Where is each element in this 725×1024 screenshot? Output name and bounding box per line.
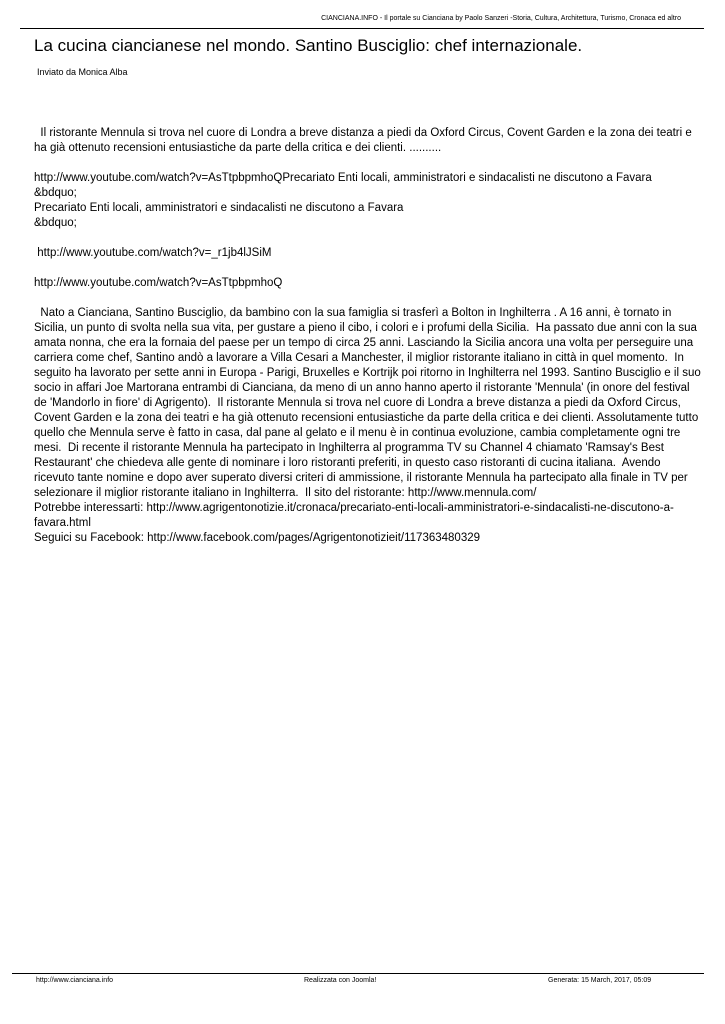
footer-site-link[interactable]: http://www.cianciana.info	[36, 977, 114, 984]
article-byline: Inviato da Monica Alba	[37, 67, 128, 77]
article-content	[34, 126, 702, 546]
facebook-link[interactable]: Seguici su Facebook: http://www.facebook.com/pages/Agrigentonotizieit/117363480329	[34, 532, 481, 544]
paragraph-gap	[34, 261, 702, 276]
site-header-text: CIANCIANA.INFO - Il portale su Cianciana by Paolo Sanzeri -Storia, Cultura, Architettura, Turismo, Cronaca ed altro	[321, 15, 681, 22]
paragraph-gap	[34, 231, 702, 246]
related-article-link[interactable]: Potrebbe interessarti: http://www.agrigentonotizie.it/cronaca/precariato-enti-locali-amministratori-e-sindacalisti-ne-discutono-a-favara.html	[34, 502, 674, 529]
article-title: La cucina ciancianese nel mondo. Santino Busciglio: chef internazionale.	[34, 36, 583, 55]
link-youtube-3[interactable]: http://www.youtube.com/watch?v=AsTtpbpmhoQ	[34, 277, 283, 289]
link-block-youtube-1[interactable]: http://www.youtube.com/watch?v=AsTtpbpmhoQPrecariato Enti locali, amministratori e sindacalisti ne discutono a Favara &bdquo; Precariato Enti locali, amministratori e sindacalisti ne discutono a Favara &bdquo;	[34, 172, 652, 229]
footer-generated-date: Generata: 15 March, 2017, 05:09	[548, 977, 652, 984]
footer-credit: Realizzata con Joomla!	[304, 977, 377, 984]
header-divider	[20, 28, 704, 29]
paragraph-gap	[34, 156, 702, 171]
paragraph-gap	[34, 291, 702, 306]
article-body: Nato a Cianciana, Santino Busciglio, da bambino con la sua famiglia si trasferì a Bolton in Inghilterra . A 16 anni, è tornato in Sicilia, un punto di svolta nella sua vita, per gustare a pieno il cibo, i colori e i profumi della Sicilia. Ha passato due anni con la sua amata nonna, che era la fornaia del paese per un tempo di circa 25 anni. Lasciando la Sicilia ancora una volta per perseguire una carriera come chef, Santino andò a lavorare a Villa Cesari a Manchester, il miglior ristorante italiano in città in quel momento. In seguito ha lavorato per sette anni in Europa - Parigi, Bruxelles e Kortrijk poi ritorno in Inghilterra nel 1993. Santino Busciglio e il suo socio in affari Joe Martorana entrambi di Cianciana, da meno di un anno hanno aperto il ristorante 'Mennula' (in onore del festival de 'Mandorlo in fiore' di Agrigento). Il ristorante Mennula si trova nel cuore di Londra a breve distanza a piedi da Oxford Circus, Covent Garden e la zona dei teatri e ha già ottenuto recensioni entusiastiche da parte della critica e dei clienti. Assolutamente tutto quello che Mennula serve è fatto in casa, dal pane al gelato e il menu è in continua evoluzione, cambia completamente ogni tre mesi. Di recente il ristorante Mennula ha partecipato in Inghilterra al programma TV su Channel 4 chiamato 'Ramsay's Best Restaurant' che chiedeva alle gente di nominare i loro ristoranti preferiti, in questo caso ristoranti di cucina italiana. Avendo ricevuto tante nomine e dopo aver superato diversi criteri di ammissione, il ristorante Mennula ha partecipato alla finale in TV per selezionare il miglior ristorante italiano in Inghilterra. Il sito del ristorante: http://www.mennula.com/	[34, 307, 704, 499]
article-intro: Il ristorante Mennula si trova nel cuore di Londra a breve distanza a piedi da Oxford Circus, Covent Garden e la zona dei teatri e ha già ottenuto recensioni entusiastiche da parte della critica e dei clienti. ..........	[34, 127, 695, 154]
footer-divider	[12, 973, 704, 974]
link-youtube-2[interactable]: http://www.youtube.com/watch?v=_r1jb4lJSiM	[34, 247, 272, 259]
